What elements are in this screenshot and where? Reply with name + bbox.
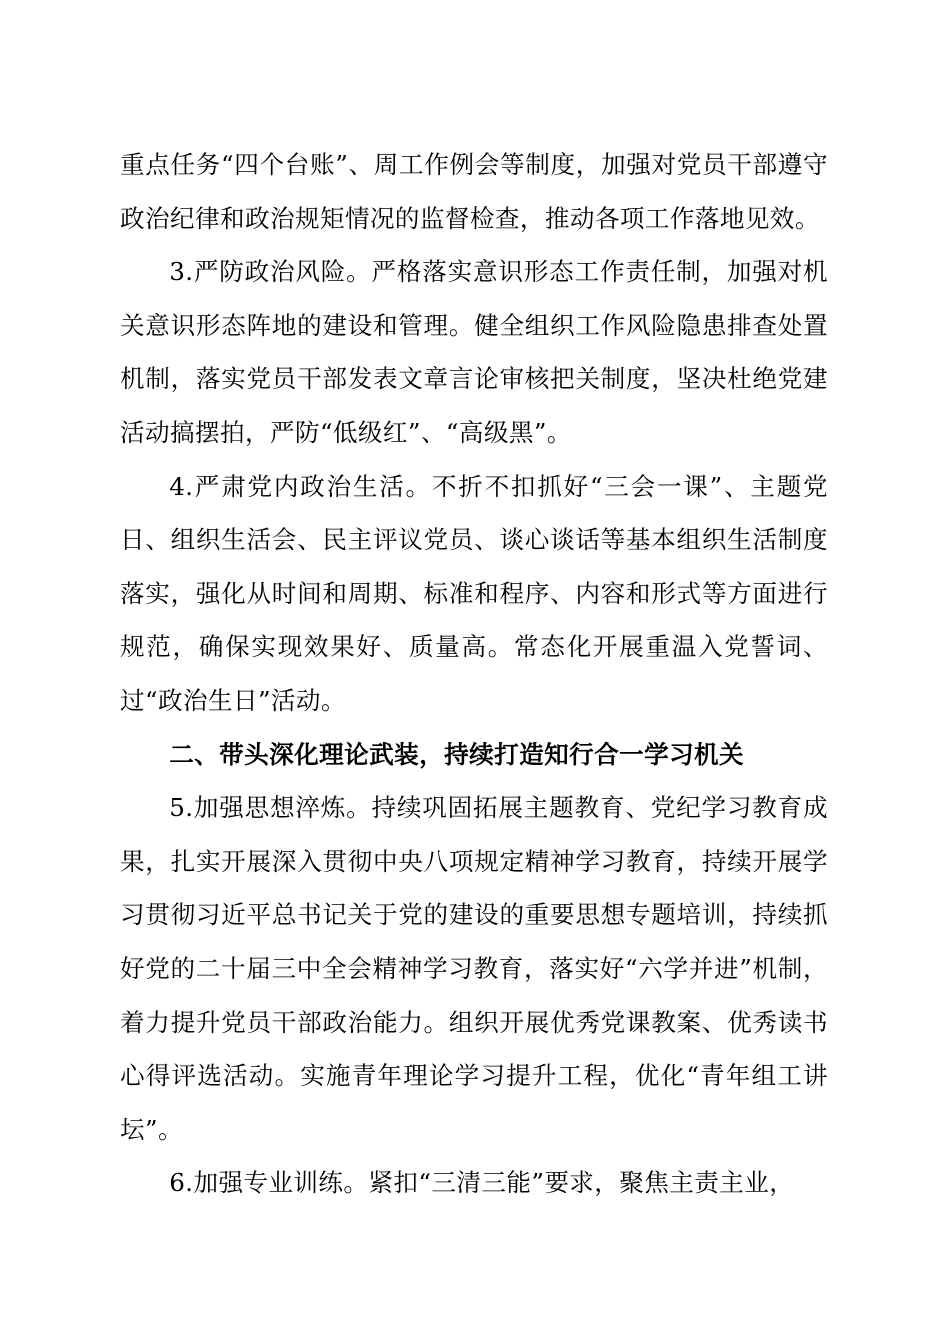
document-body [120, 138, 828, 1210]
section-heading-2: 二、带头深化理论武装，持续打造知行合一学习机关 [169, 739, 745, 769]
paragraph-item-4: 4.严肃党内政治生活。不折不扣抓好“三会一课”、主题党日、组织生活会、民主评议党员、谈心谈话等基本组织生活制度落实，强化从时间和周期、标准和程序、内容和形式等方面进行规范，确保实现效果好、质量高。常态化开展重温入党誓词、过“政治生日”活动。 [120, 471, 828, 715]
paragraph-continuation: 重点任务“四个台账”、周工作例会等制度，加强对党员干部遵守政治纪律和政治规矩情况的监督检查，推动各项工作落地见效。 [120, 150, 828, 233]
paragraph-item-3: 3.严防政治风险。严格落实意识形态工作责任制，加强对机关意识形态阵地的建设和管理。健全组织工作风险隐患排查处置机制，落实党员干部发表文章言论审核把关制度，坚决杜绝党建活动搞摆拍，严防“低级红”、“高级黑”。 [120, 257, 828, 447]
paragraph-item-6: 6.加强专业训练。紧扣“三清三能”要求，聚焦主责主业， [169, 1168, 795, 1198]
paragraph-item-5: 5.加强思想淬炼。持续巩固拓展主题教育、党纪学习教育成果，扎实开展深入贯彻中央八项规定精神学习教育，持续开展学习贯彻习近平总书记关于党的建设的重要思想专题培训，持续抓好党的二十届三中全会精神学习教育，落实好“六学并进”机制，着力提升党员干部政治能力。组织开展优秀党课教案、优秀读书心得评选活动。实施青年理论学习提升工程，优化“青年组工讲坛”。 [120, 793, 828, 1144]
